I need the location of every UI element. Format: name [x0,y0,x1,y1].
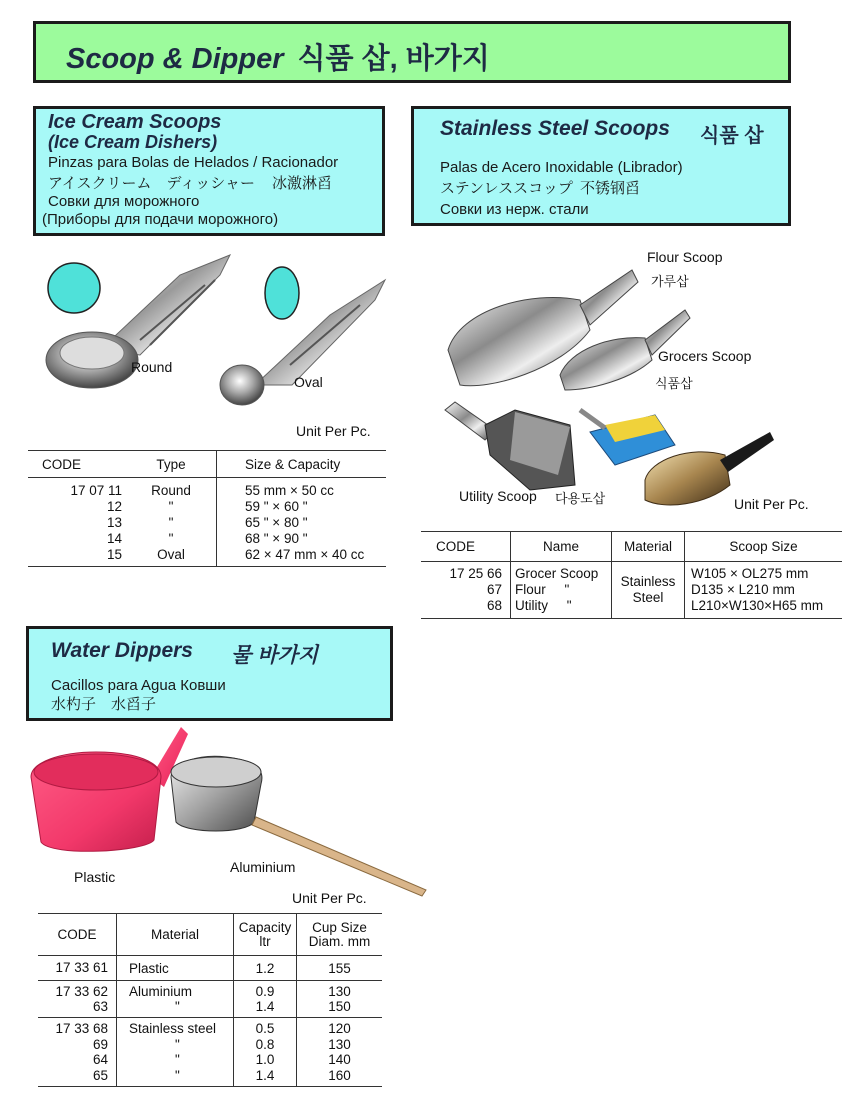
col-name: Name [511,532,612,562]
water-unit: Unit Per Pc. [292,890,367,906]
ice-cream-title: Ice Cream Scoops [48,111,222,133]
table-row: 15 Oval 62 × 47 mm × 40 cc [28,546,386,566]
ice-cream-russian-2: (Приборы для подачи морожного) [42,211,279,228]
water-spanish-russian: Cacillos para Agua Ковши [51,677,226,694]
label-utility-scoop-ko: 다용도삽 [555,491,606,506]
col-size: Size & Capacity [217,451,387,478]
label-utility-scoop: Utility Scoop [459,488,537,504]
label-flour-scoop-ko: 가루삽 [651,274,689,289]
table-row: 14 " 68 " × 90 " [28,530,386,546]
label-round: Round [131,359,173,375]
banner-title-en: Scoop & Dipper [66,43,284,75]
table-row: 17 33 68 69 64 65 Stainless steel " " " 0.5 0.8 1.0 1.4 120 130 140 160 [38,1018,382,1087]
label-grocers-scoop-ko: 식품삽 [655,376,693,391]
ice-cream-scoops-image [30,245,390,415]
steel-title: Stainless Steel Scoops [440,117,670,140]
col-scoop-size: Scoop Size [685,532,843,562]
label-aluminium: Aluminium [230,859,296,875]
col-material: Material [117,914,234,956]
col-code: CODE [42,456,82,472]
steel-header [411,106,791,226]
col-cup-size: Cup Size Diam. mm [297,914,383,956]
table-row: 17 33 62 63 Aluminium " 0.9 1.4 130 150 [38,981,382,1018]
label-plastic: Plastic [74,869,116,885]
steel-scoops-image [440,250,830,520]
table-row: 17 25 66 67 68 Grocer Scoop Flour " Utility " Stainless Steel W105 × OL275 mm D135 × L210 mm L210×W130×H65 mm [421,562,842,619]
table-row: 17 07 11 Round 55 mm × 50 cc [28,478,386,499]
water-table [38,913,382,1087]
table-row: 13 " 65 " × 80 " [28,514,386,530]
ice-cream-subtitle: (Ice Cream Dishers) [48,132,218,152]
banner-title-ko: 식품 삽, 바가지 [297,43,490,75]
col-material: Material [612,532,685,562]
steel-unit: Unit Per Pc. [734,496,809,512]
oval-shape-icon [265,267,299,319]
catalog-banner [33,21,791,83]
water-title-ko: 물 바가지 [231,644,318,667]
col-type: Type [156,456,186,472]
steel-spanish: Palas de Acero Inoxidable (Librador) [440,159,683,176]
table-row: 17 33 61 Plastic 1.2 155 [38,956,382,981]
table-row: 12 " 59 " × 60 " [28,498,386,514]
steel-title-ko: 식품 삽 [700,125,764,147]
round-shape-icon [48,263,100,313]
ice-cream-russian: Совки для морожного [48,193,200,210]
col-code: CODE [436,539,476,554]
water-header [26,626,393,721]
steel-chinese: 不锈钢舀 [580,180,641,197]
label-grocers-scoop: Grocers Scoop [658,348,752,364]
ice-cream-spanish: Pinzas para Bolas de Helados / Racionador [48,154,339,171]
water-title: Water Dippers [51,639,193,662]
ice-cream-unit: Unit Per Pc. [296,423,371,439]
steel-russian: Совки из нерж. стали [440,201,589,218]
ice-cream-table [28,450,386,567]
banner-title [66,36,490,77]
ice-cream-japanese: アイスクリーム ディッシャー [48,175,256,192]
steel-table [421,531,842,619]
ice-cream-chinese: 冰激淋舀 [272,175,333,192]
col-capacity: Capacity ltr [234,914,297,956]
steel-japanese: ステンレススコップ [440,180,573,197]
label-flour-scoop: Flour Scoop [647,249,723,265]
label-oval: Oval [294,374,323,390]
water-chinese: 水杓子 水舀子 [51,696,157,713]
ice-cream-header [33,106,385,236]
col-code: CODE [57,927,97,942]
